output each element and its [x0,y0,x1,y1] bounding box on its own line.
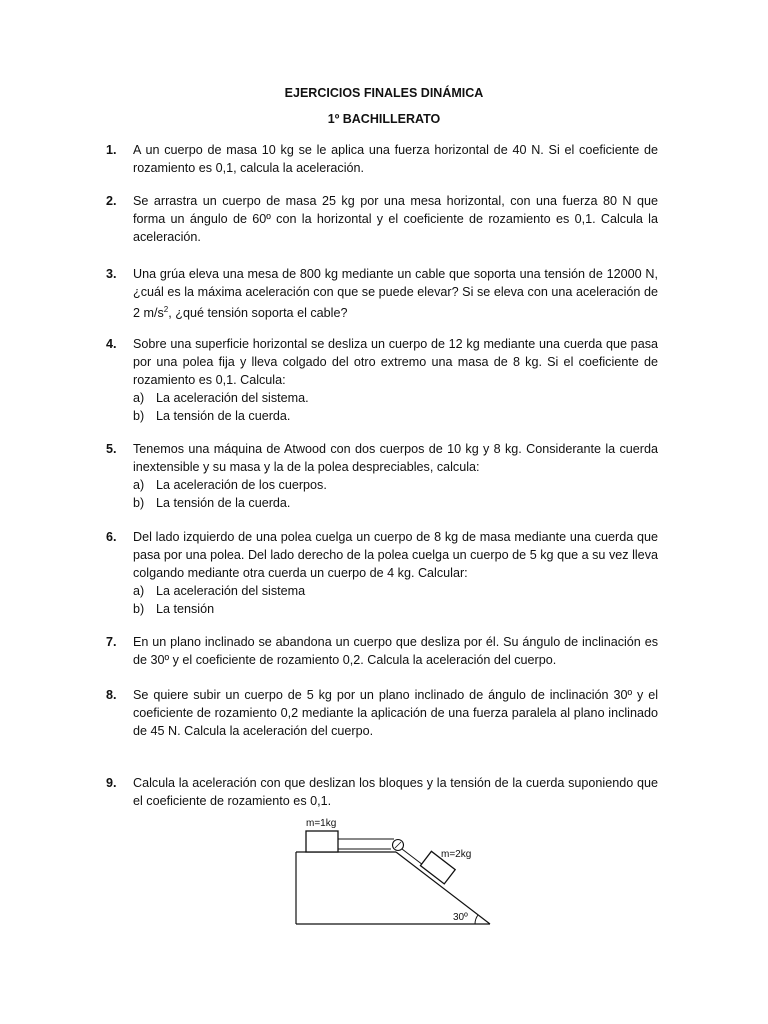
sub-question-letter: a) [133,478,145,492]
exercise-number: 5. [106,442,117,456]
exercise-number: 2. [106,194,117,208]
exercise-6 [106,528,658,618]
incline-block-label: m=2kg [441,849,472,860]
sub-question [133,600,658,618]
angle-arc [475,915,478,924]
sub-question-letter: b) [133,496,145,510]
sub-question-text: La tensión [156,602,215,616]
exercise-text-part: Una grúa eleva una mesa de 800 kg mediante un cable que soporta una tensión de 12000 N, ¿cuál es la máxima aceleración con que se puede elevar? Si se eleva con una aceleración de 2 m/s [133,267,658,321]
sub-question-letter: a) [133,391,145,405]
inclined-plane-figure [290,812,500,930]
sub-question-text: La aceleración de los cuerpos. [156,478,327,492]
top-block-label: m=1kg [306,818,337,829]
exercise-4 [106,335,658,425]
rope-incline [402,849,423,865]
sub-question [133,476,658,494]
sub-question [133,582,658,600]
angle-label: 30º [453,912,468,923]
sub-question-text: La aceleración del sistema [156,584,306,598]
exercise-text: Del lado izquierdo de una polea cuelga un cuerpo de 8 kg de masa mediante una cuerda que pasa por una polea. Del lado derecho de la polea cuelga un cuerpo de 5 kg que a su vez lleva colgando mediante otra cuerda un cuerpo de 4 kg. Calcular: [133,530,658,580]
sub-question-text: La aceleración del sistema. [156,391,309,405]
exercise-number: 3. [106,267,117,281]
document-subtitle: 1º BACHILLERATO [327,112,441,126]
exercise-text: Sobre una superficie horizontal se desliza un cuerpo de 12 kg mediante una cuerda que pasa por una polea fija y lleva colgado del otro extremo una masa de 8 kg. Si el coeficiente de rozamiento es 0,1. Calcula: [133,337,658,387]
exercise-text-part: , ¿qué tensión soporta el cable? [168,306,348,321]
exercise-1 [106,141,658,177]
exercise-text: En un plano inclinado se abandona un cuerpo que desliza por él. Su ángulo de inclinación es de 30º y el coeficiente de rozamiento 0,2. Calcula la aceleración del cuerpo. [133,635,658,667]
exercise-text: Se arrastra un cuerpo de masa 25 kg por una mesa horizontal, con una fuerza 80 N que forma un ángulo de 60º con la horizontal y el coeficiente de rozamiento es 0,1. Calcula la aceleración. [133,194,658,244]
sub-question-list [133,389,658,425]
sub-question-text: La tensión de la cuerda. [156,409,291,423]
exercise-number: 1. [106,143,117,157]
sub-question-list [133,582,658,618]
sub-question [133,494,658,512]
exercise-number: 6. [106,530,117,544]
exercise-3 [106,265,658,322]
exercise-2 [106,192,658,246]
superscript: 2 [163,305,169,314]
exercise-text [133,265,658,322]
exercise-8 [106,686,658,740]
exercise-text: Calcula la aceleración con que deslizan los bloques y la tensión de la cuerda suponiendo que el coeficiente de rozamiento es 0,1. [133,776,658,808]
exercise-number: 9. [106,776,117,790]
sub-question [133,407,658,425]
exercise-7 [106,633,658,669]
sub-question-letter: a) [133,584,145,598]
exercise-text: Se quiere subir un cuerpo de 5 kg por un plano inclinado de ángulo de inclinación 30º y el coeficiente de rozamiento 0,2 mediante la aplicación de una fuerza paralela al plano inclinado de 45 N. Calcula la aceleración del cuerpo. [133,688,658,738]
sub-question-letter: b) [133,602,145,616]
exercise-number: 4. [106,337,117,351]
sub-question-letter: b) [133,409,145,423]
exercise-text: Tenemos una máquina de Atwood con dos cuerpos de 10 kg y 8 kg. Considerante la cuerda inextensible y su masa y la de la polea despreciables, calcula: [133,442,658,474]
document-title: EJERCICIOS FINALES DINÁMICA [284,86,484,100]
exercise-5 [106,440,658,512]
exercise-number: 8. [106,688,117,702]
exercise-text: A un cuerpo de masa 10 kg se le aplica una fuerza horizontal de 40 N. Si el coeficiente de rozamiento es 0,1, calcula la aceleración. [133,143,658,175]
exercise-9 [106,774,658,810]
sub-question-list [133,476,658,512]
exercise-number: 7. [106,635,117,649]
sub-question-text: La tensión de la cuerda. [156,496,291,510]
sub-question [133,389,658,407]
top-block [306,831,338,852]
